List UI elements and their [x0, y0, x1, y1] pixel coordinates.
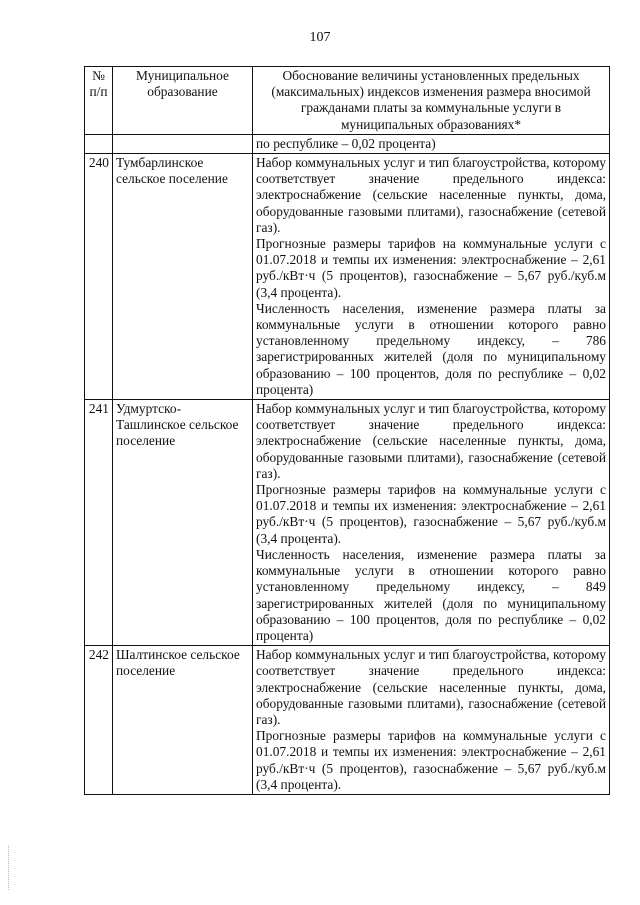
services-paragraph: Набор коммунальных услуг и тип благоустройства, которому соответствует значение предельного индекса: электроснабжение (сельские населенные пункты, дома, оборудованные газовыми плитами), газоснабжение (сетевой газ).: [256, 647, 606, 727]
page-number: 107: [309, 30, 331, 45]
row-justification: [253, 400, 610, 646]
tariffs-paragraph: Прогнозные размеры тарифов на коммунальные услуги с 01.07.2018 и темпы их изменения: электроснабжение – 2,61 руб./кВт·ч (5 процентов), газоснабжение – 5,67 руб./куб.м (3,4 процента).: [256, 482, 606, 546]
services-paragraph: Набор коммунальных услуг и тип благоустройства, которому соответствует значение предельного индекса: электроснабжение (сельские населенные пункты, дома, оборудованные газовыми плитами), газоснабжение (сетевой газ).: [256, 155, 606, 235]
row-num: 241: [85, 400, 113, 646]
table-header-row: [85, 67, 610, 135]
row-num: 242: [85, 646, 113, 795]
header-municipality: Муниципальное образование: [113, 67, 253, 135]
header-justification: Обоснование величины установленных предельных (максимальных) индексов изменения размера вносимой гражданами платы за коммунальные услуги в муниципальных образованиях*: [253, 67, 610, 135]
population-paragraph: Численность населения, изменение размера платы за коммунальные услуги в отношении которого равно установленному предельному индексу, – 786 зарегистрированных жителей (доля по муниципальному образованию – 100 процентов, доля по республике – 0,02 процента): [256, 300, 606, 397]
continuation-num: [85, 134, 113, 153]
continuation-municipality: [113, 134, 253, 153]
scan-edge-mark: [8, 845, 10, 890]
tariffs-paragraph: Прогнозные размеры тарифов на коммунальные услуги с 01.07.2018 и темпы их изменения: электроснабжение – 2,61 руб./кВт·ч (5 процентов), газоснабжение – 5,67 руб./куб.м (3,4 процента).: [256, 728, 606, 792]
row-justification: [253, 646, 610, 795]
row-num: 240: [85, 154, 113, 400]
table-row: [85, 154, 610, 400]
continuation-text: по республике – 0,02 процента): [253, 134, 610, 153]
header-num: № п/п: [85, 67, 113, 135]
services-paragraph: Набор коммунальных услуг и тип благоустройства, которому соответствует значение предельного индекса: электроснабжение (сельские населенные пункты, дома, оборудованные газовыми плитами), газоснабжение (сетевой газ).: [256, 401, 606, 481]
population-paragraph: Численность населения, изменение размера платы за коммунальные услуги в отношении которого равно установленному предельному индексу, – 849 зарегистрированных жителей (доля по муниципальному образованию – 100 процентов, доля по республике – 0,02 процента): [256, 546, 606, 643]
table-row: [85, 400, 610, 646]
tariff-index-table: [84, 66, 610, 795]
row-justification: [253, 154, 610, 400]
row-municipality: Шалтинское сельское поселение: [113, 646, 253, 795]
table-row: [85, 646, 610, 795]
row-municipality: Удмуртско-Ташлинское сельское поселение: [113, 400, 253, 646]
continuation-row: [85, 134, 610, 153]
row-municipality: Тумбарлинское сельское поселение: [113, 154, 253, 400]
tariffs-paragraph: Прогнозные размеры тарифов на коммунальные услуги с 01.07.2018 и темпы их изменения: электроснабжение – 2,61 руб./кВт·ч (5 процентов), газоснабжение – 5,67 руб./куб.м (3,4 процента).: [256, 236, 606, 300]
